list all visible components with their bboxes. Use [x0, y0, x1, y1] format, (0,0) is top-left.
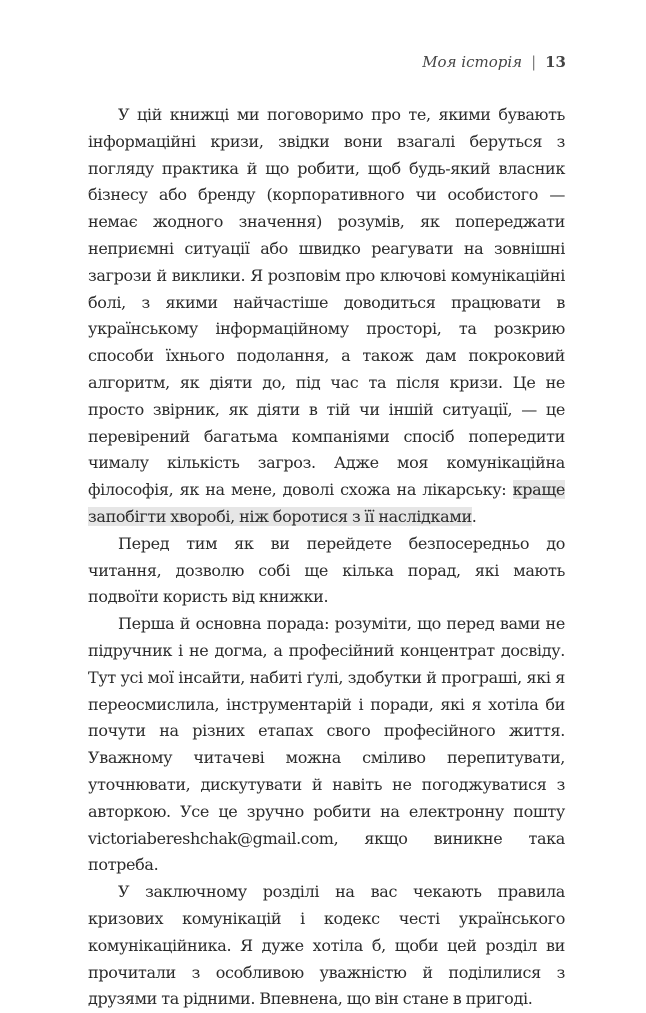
paragraph: [88, 879, 565, 1013]
highlighted-text[interactable]: краще запобігти хворобі, ніж боротися з її наслідками: [88, 480, 565, 526]
header-separator: |: [531, 53, 537, 71]
paragraph: [88, 102, 565, 531]
section-title: Моя історія: [422, 53, 523, 71]
paragraph-text: Перша й основна порада: розуміти, що перед вами не підручник і не догма, а професійний концентрат досвіду. Тут усі мої інсайти, набиті ґулі, здобутки й програші, які я переосмислила, інструментарій і поради, які я хотіла би почути на різних етапах свого професійного життя. Уважному читачеві можна сміливо перепитувати, уточнювати, дискутувати й навіть не погоджуватися з авторкою. Усе це зручно робити на електронну пошту victoriabereshchak@gmail.com, якщо виникне така потреба.: [88, 614, 565, 875]
body-text: [88, 102, 565, 1013]
paragraph-text: .: [471, 506, 477, 526]
paragraph: [88, 531, 565, 611]
running-header: [422, 53, 566, 71]
page-number: 13: [545, 53, 566, 71]
paragraph: [88, 611, 565, 879]
paragraph-text: У цій книжці ми поговоримо про те, якими бувають інформаційні кризи, звідки вони взагалі беруться з погляду практика й що робити, щоб будь-який власник бізнесу або бренду (корпоративного чи особистого — немає жодного значення) розумів, як попереджати неприємні ситуації або швидко реагувати на зовнішні загрози й виклики. Я розповім про ключові комунікаційні болі, з якими найчастіше доводиться працювати в українському інформаційному просторі, та розкрию способи їхнього подолання, а також дам покроковий алгоритм, як діяти до, під час та після кризи. Це не просто звірник, як діяти в тій чи іншій ситуації, — це перевірений багатьма компаніями спосіб попередити чималу кількість загроз. Адже моя комунікаційна філософія, як на мене, доволі схожа на лікарську:: [88, 105, 565, 500]
paragraph-text: Перед тим як ви перейдете безпосередньо до читання, дозволю собі ще кілька порад, які мають подвоїти користь від книжки.: [88, 533, 565, 607]
paragraph-text: У заключному розділі на вас чекають правила кризових комунікацій і кодекс честі українського комунікаційника. Я дуже хотіла б, щоби цей розділ ви прочитали з особливою уважністю й поділилися з друзями та рідними. Впевнена, що він стане в пригоді.: [88, 882, 565, 1009]
